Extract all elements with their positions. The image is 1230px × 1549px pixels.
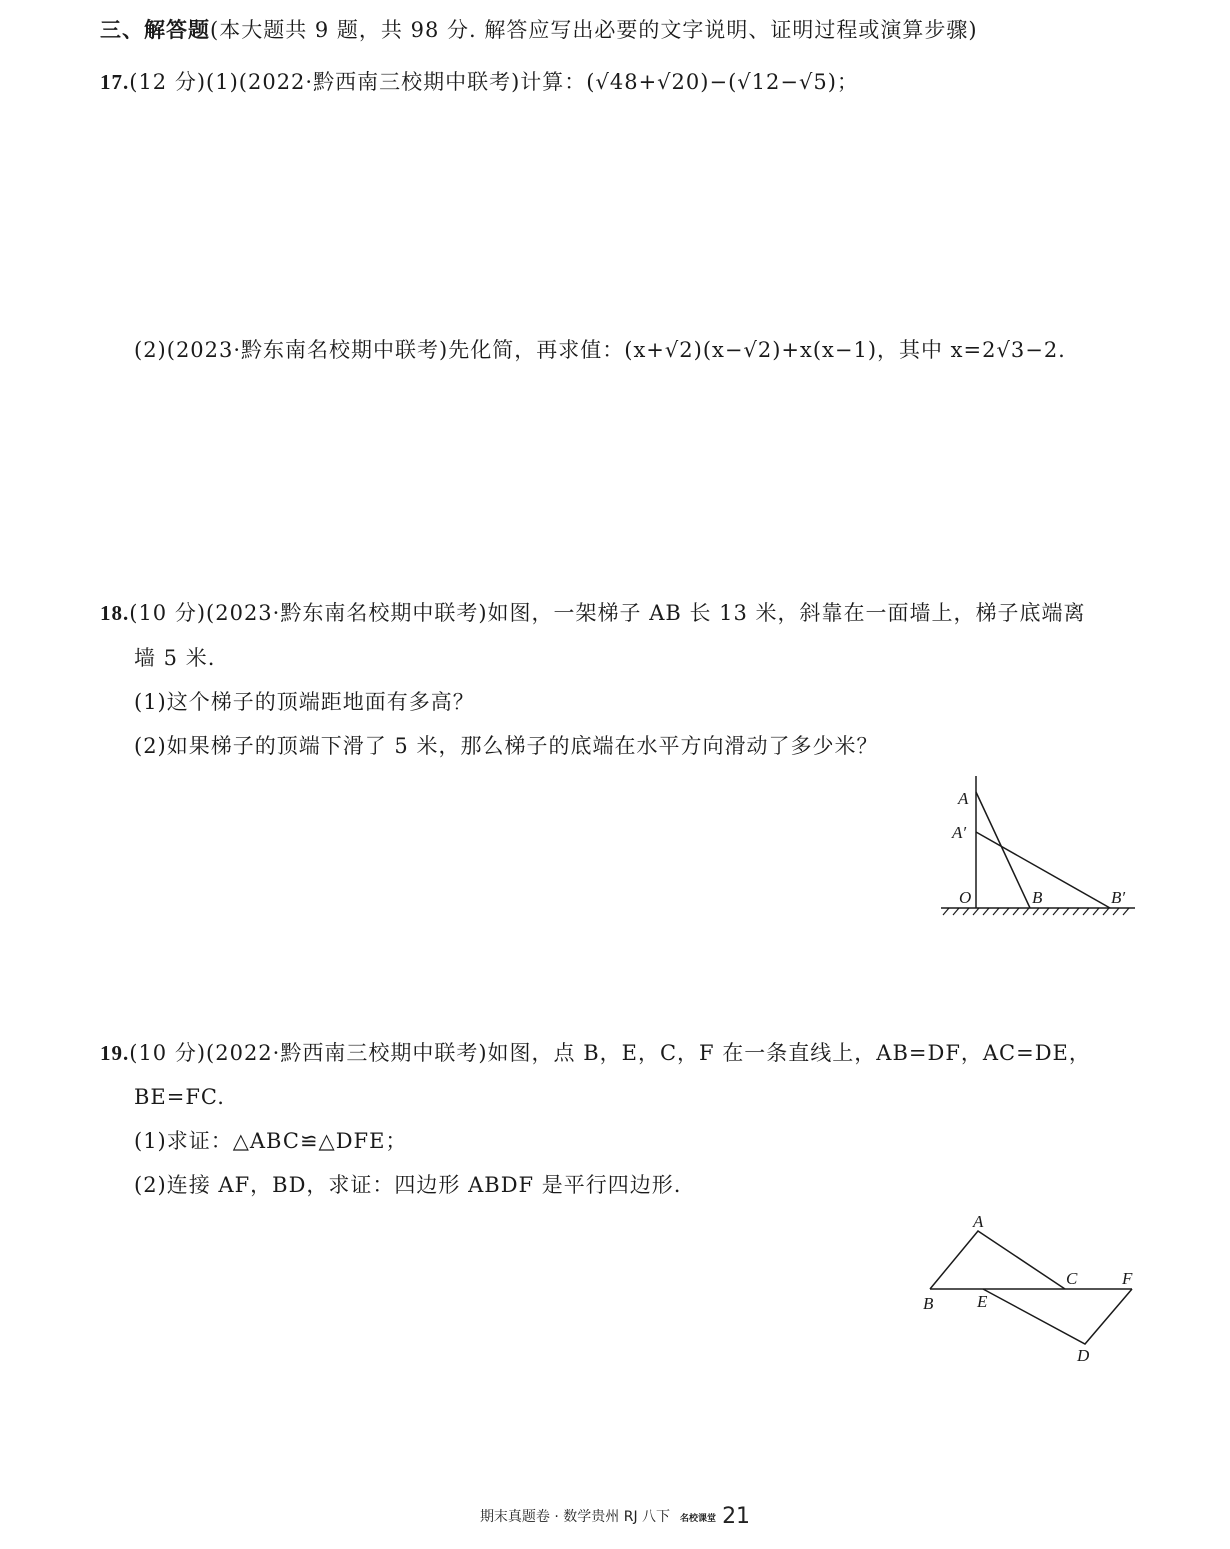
question-18 [100,599,1086,627]
question-19-part-1: (1)求证：△ABC≌△DFE； [134,1129,408,1153]
section-header [100,16,978,44]
label-f: F [1122,1269,1133,1288]
question-18-part-1: (1)这个梯子的顶端距地面有多高？ [134,690,475,714]
label-d: D [1077,1346,1090,1365]
question-19-line-2: BE=FC. [134,1085,225,1109]
question-19 [100,1039,1091,1067]
question-18-line-2: 墙 5 米. [134,646,216,670]
question-17 [100,68,859,96]
label-b: B [923,1294,934,1313]
question-text: (12 分)(1)(2022·黔西南三校期中联考)计算：(√48+√20)−(√12−√5)； [129,70,859,94]
footer-text: 期末真题卷 · 数学贵州 RJ 八下 [479,1509,671,1525]
ladder-figure [935,772,1140,920]
label-a: A [973,1212,984,1231]
label-b-prime: B′ [1111,888,1126,907]
ladder-a2b2 [976,832,1110,908]
question-number: 17. [100,70,130,94]
label-a: A [958,789,969,808]
question-18-part-2: (2)如果梯子的顶端下滑了 5 米，那么梯子的底端在水平方向滑动了多少米？ [134,734,879,758]
question-number: 18. [100,601,130,625]
question-19-part-2: (2)连接 AF，BD，求证：四边形 ABDF 是平行四边形. [134,1173,682,1197]
question-text: (10 分)(2022·黔西南三校期中联考)如图，点 B，E，C，F 在一条直线上，AB=DF，AC=DE， [129,1041,1091,1065]
triangle-abc [930,1231,1065,1289]
label-b: B [1032,888,1043,907]
section-note: (本大题共 9 题，共 98 分. 解答应写出必要的文字说明、证明过程或演算步骤) [210,18,978,42]
label-e: E [977,1292,988,1311]
page-footer [0,1504,1230,1529]
triangle-dfe [983,1289,1132,1344]
question-17-part-2: (2)(2023·黔东南名校期中联考)先化简，再求值：(x+√2)(x−√2)+x(x−1)，其中 x=2√3−2. [134,338,1066,362]
label-a-prime: A′ [952,823,967,842]
question-text: (10 分)(2023·黔东南名校期中联考)如图，一架梯子 AB 长 13 米，斜靠在一面墙上，梯子底端离 [129,601,1086,625]
question-number: 19. [100,1041,130,1065]
label-c: C [1066,1269,1078,1288]
section-title: 三、解答题 [100,17,210,42]
footer-logo: 名校课堂 [680,1514,717,1524]
triangles-figure [915,1210,1145,1370]
page-number: 21 [722,1504,751,1529]
label-o: O [959,888,972,907]
ladder-ab [976,792,1030,908]
